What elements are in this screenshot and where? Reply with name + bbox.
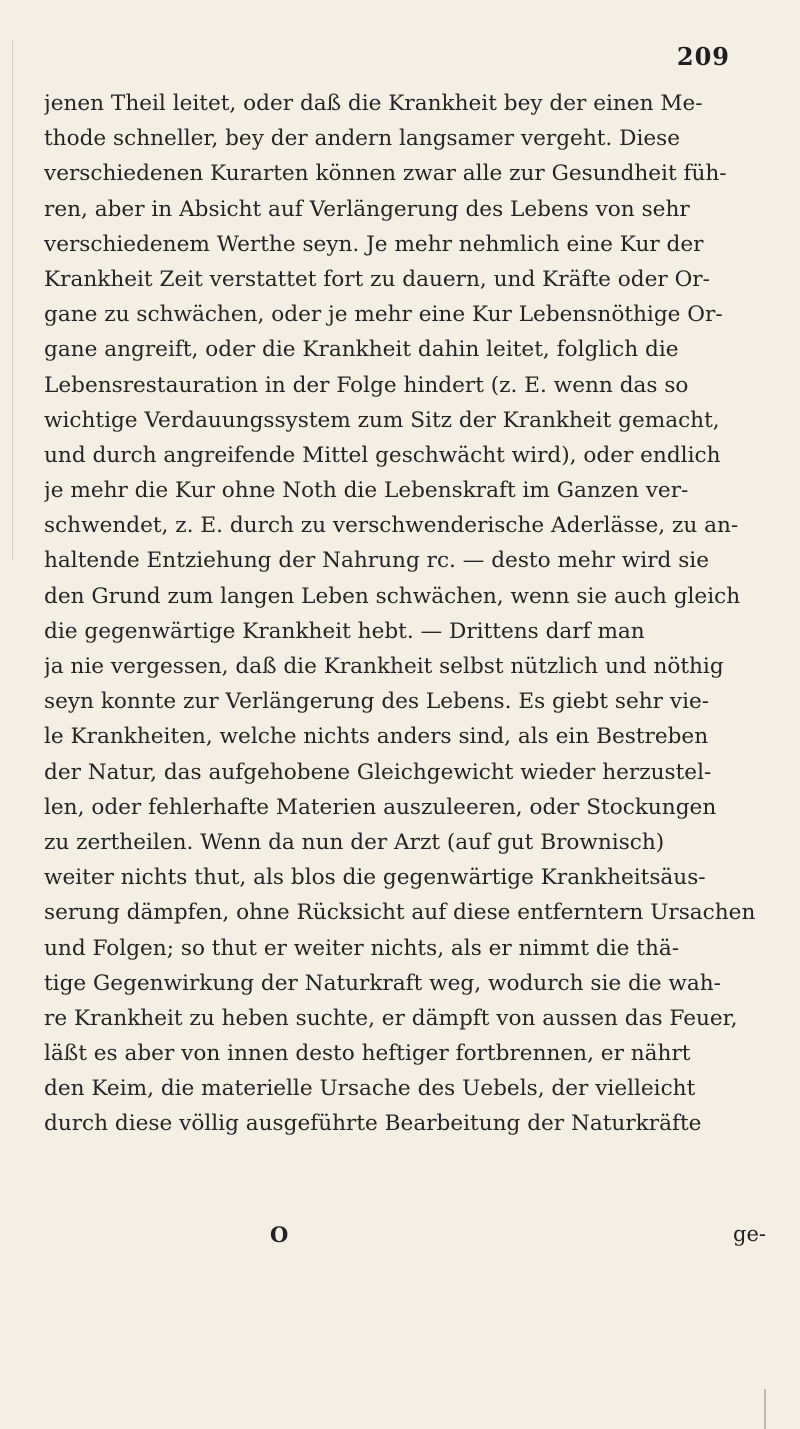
text-line: len, oder fehlerhafte Materien auszuleeren, oder Stockungen <box>44 794 717 820</box>
page-number: 209 <box>676 42 730 71</box>
text-line: und Folgen; so thut er weiter nichts, als er nimmt die thä- <box>44 935 680 961</box>
text-line: der Natur, das aufgehobene Gleichgewicht wieder herzustel- <box>44 759 712 785</box>
text-line: haltende Entziehung der Nahrung rc. — desto mehr wird sie <box>44 548 709 574</box>
page-edge-mark <box>764 1389 766 1429</box>
text-line: gane angreift, oder die Krankheit dahin leitet, folglich die <box>44 337 679 363</box>
text-line: ja nie vergessen, daß die Krankheit selbst nützlich und nöthig <box>44 654 724 679</box>
catchword: ge- <box>733 1222 766 1246</box>
text-line: den Keim, die materielle Ursache des Uebels, der vielleicht <box>44 1076 696 1102</box>
text-line: zu zertheilen. Wenn da nun der Arzt (auf gut Brownisch) <box>44 829 665 855</box>
text-line: wichtige Verdauungssystem zum Sitz der Krankheit gemacht, <box>44 407 720 433</box>
text-line: le Krankheiten, welche nichts anders sind, als ein Bestreben <box>44 724 709 750</box>
text-line: tige Gegenwirkung der Naturkraft weg, wodurch sie die wah- <box>44 970 721 996</box>
text-line: die gegenwärtige Krankheit hebt. — Drittens darf man <box>44 618 645 644</box>
text-line: jenen Theil leitet, oder daß die Krankheit bey der einen Me- <box>44 91 703 116</box>
text-line: Lebensrestauration in der Folge hindert (z. E. wenn das so <box>44 372 689 398</box>
page-body-text <box>44 86 782 1142</box>
text-line: verschiedenem Werthe seyn. Je mehr nehmlich eine Kur der <box>44 231 704 257</box>
text-line: läßt es aber von innen desto heftiger fortbrennen, er nährt <box>44 1041 691 1067</box>
text-line: Krankheit Zeit verstattet fort zu dauern, und Kräfte oder Or- <box>44 266 710 292</box>
text-line: schwendet, z. E. durch zu verschwenderische Aderlässe, zu an- <box>44 513 739 539</box>
text-line: thode schneller, bey der andern langsamer vergeht. Diese <box>44 126 681 152</box>
text-line: re Krankheit zu heben suchte, er dämpft von aussen das Feuer, <box>44 1005 738 1031</box>
signature-mark: O <box>270 1222 289 1247</box>
text-line: ren, aber in Absicht auf Verlängerung des Lebens von sehr <box>44 196 690 222</box>
text-line: und durch angreifende Mittel geschwächt wird), oder endlich <box>44 442 721 468</box>
text-line: verschiedenen Kurarten können zwar alle zur Gesundheit füh- <box>44 161 727 187</box>
page-footer <box>270 1222 790 1252</box>
text-line: je mehr die Kur ohne Noth die Lebenskraft im Ganzen ver- <box>44 478 689 504</box>
text-line: seyn konnte zur Verlängerung des Lebens. Es giebt sehr vie- <box>44 689 710 715</box>
text-line: weiter nichts thut, als blos die gegenwärtige Krankheitsäus- <box>44 865 706 891</box>
text-line: den Grund zum langen Leben schwächen, wenn sie auch gleich <box>44 583 741 609</box>
text-line: durch diese völlig ausgeführte Bearbeitung der Naturkräfte <box>44 1111 702 1137</box>
text-line: serung dämpfen, ohne Rücksicht auf diese entferntern Ursachen <box>44 900 756 926</box>
page-gutter-shadow <box>12 40 13 560</box>
text-line: gane zu schwächen, oder je mehr eine Kur Lebensnöthige Or- <box>44 302 723 328</box>
